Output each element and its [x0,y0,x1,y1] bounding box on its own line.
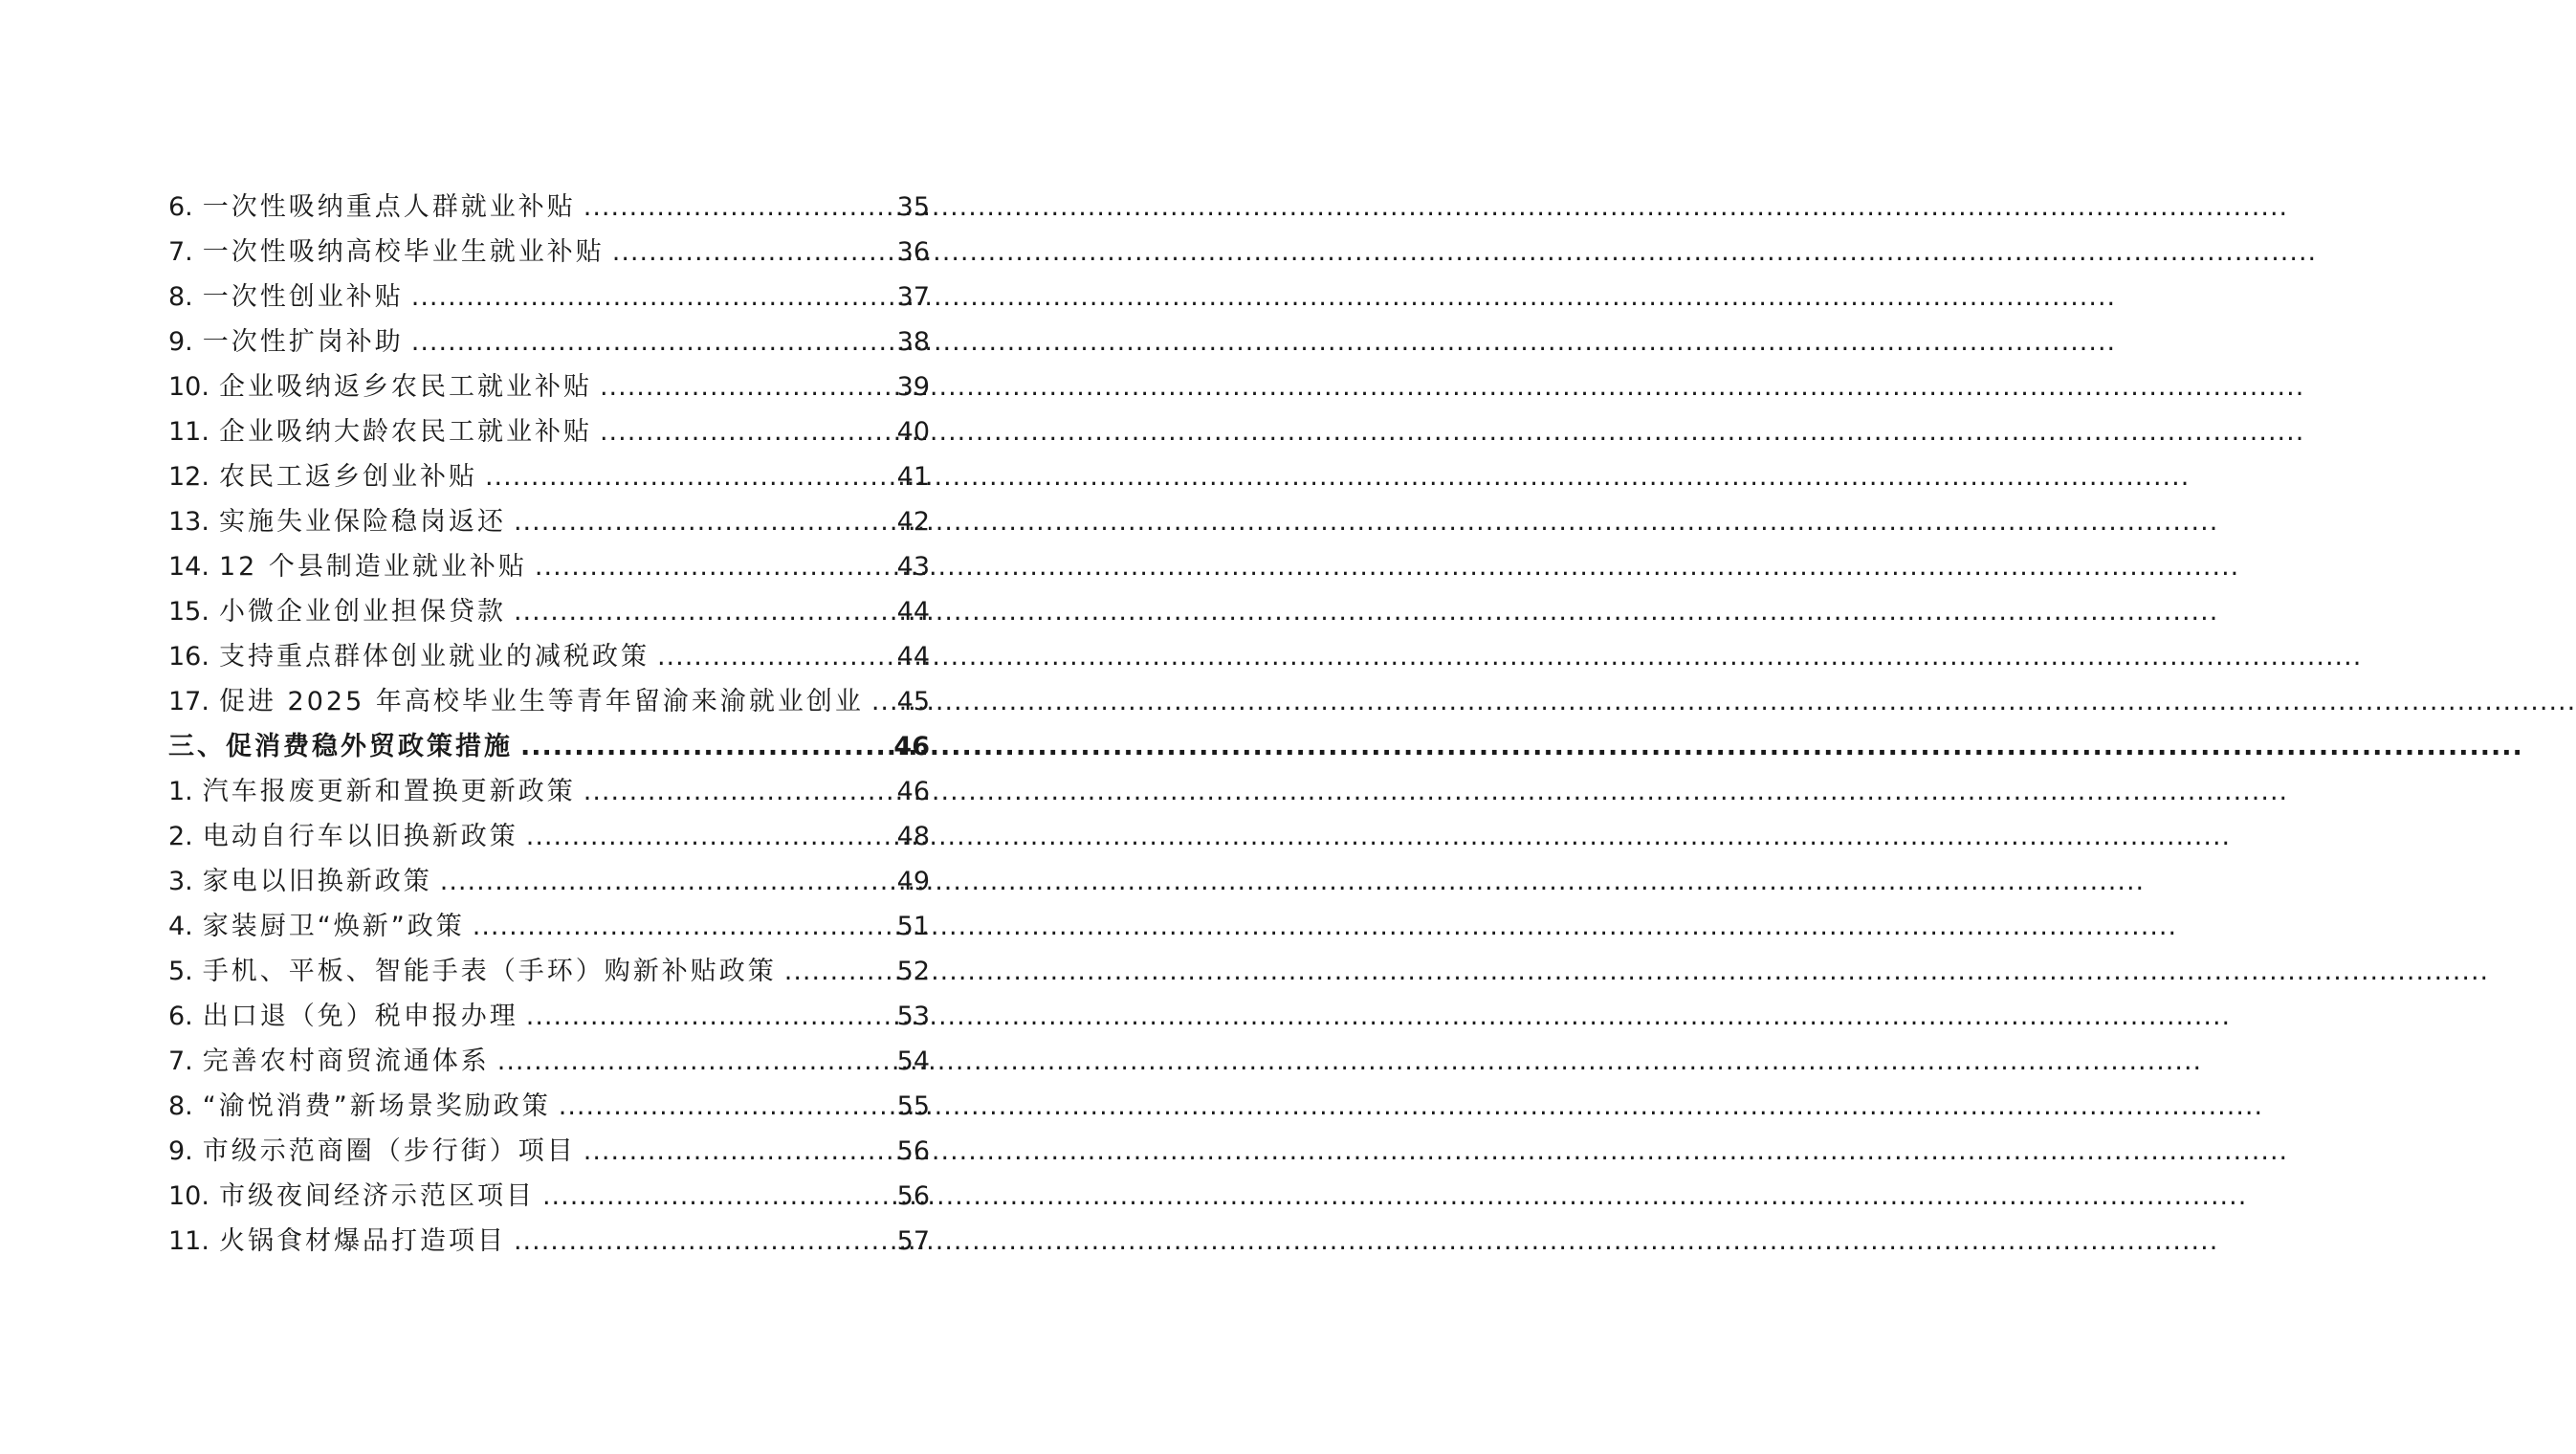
toc-entry-title: 促进 2025 年高校毕业生等青年留渝来渝就业创业 [218,687,864,716]
dot-leader [583,1129,893,1174]
toc-entry-title: 三、促消费稳外贸政策措施 [168,732,513,761]
toc-entry-title: 手机、平板、智能手表（手环）购新补贴政策 [202,957,777,986]
toc-entry-number: 8. [168,1091,193,1121]
toc-entry-page-number: 56 [896,1136,930,1166]
toc-entry-number: 14. [168,552,209,582]
toc-entry-number: 2. [168,822,193,851]
toc-entry-title: 完善农村商贸流通体系 [202,1046,490,1076]
toc-entry[interactable] [168,499,930,544]
dot-leader [411,319,893,364]
toc-entry-page-number: 57 [896,1226,930,1256]
dot-leader [535,544,893,589]
toc-entry-number: 3. [168,867,193,896]
toc-entry-title: “渝悦消费”新场景奖励政策 [202,1091,551,1121]
toc-entry-page-number: 56 [896,1181,930,1211]
dot-leader [583,185,893,230]
toc-entry-number: 13. [168,507,209,537]
toc-entry[interactable] [168,994,930,1039]
toc-entry-title: 一次性吸纳重点人群就业补贴 [202,192,576,222]
dot-leader [497,1039,893,1084]
toc-entry-page-number: 44 [896,597,930,627]
toc-entry-number: 17. [168,687,209,716]
toc-entry-page-number: 42 [896,507,930,537]
toc-entry-title: 小微企业创业担保贷款 [218,597,506,627]
toc-entry-page-number: 53 [896,1002,930,1031]
table-of-contents [168,185,930,1264]
dot-leader [526,994,893,1039]
toc-entry-number: 5. [168,957,193,986]
toc-entry-number: 12. [168,462,209,492]
toc-entry-page-number: 46 [893,732,930,761]
toc-entry-number: 7. [168,1046,193,1076]
dot-leader [485,454,893,499]
toc-entry-title: 电动自行车以旧换新政策 [202,822,518,851]
toc-entry-number: 15. [168,597,209,627]
toc-entry[interactable] [168,1174,930,1219]
toc-entry-title: 一次性吸纳高校毕业生就业补贴 [202,237,605,267]
toc-entry-title: 市级示范商圈（步行街）项目 [202,1136,576,1166]
toc-entry-page-number: 51 [896,912,930,941]
dot-leader [514,1219,893,1264]
toc-entry-page-number: 35 [896,192,930,222]
toc-entry-title: 家电以旧换新政策 [202,867,432,896]
toc-entry-number: 11. [168,1226,209,1256]
toc-entry-page-number: 46 [896,777,930,806]
toc-entry-title: 企业吸纳大龄农民工就业补贴 [218,417,592,447]
toc-entry-number: 1. [168,777,193,806]
toc-entry[interactable] [168,185,930,230]
toc-entry-page-number: 39 [896,372,930,402]
toc-entry-number: 10. [168,372,209,402]
toc-entry[interactable] [168,904,930,949]
toc-entry[interactable] [168,679,930,724]
toc-entry-title: 出口退（免）税申报办理 [202,1002,518,1031]
toc-entry-page-number: 38 [896,327,930,357]
toc-entry-number: 4. [168,912,193,941]
dot-leader [871,679,893,724]
toc-entry-title: 一次性扩岗补助 [202,327,404,357]
toc-entry-number: 11. [168,417,209,447]
toc-entry-page-number: 41 [896,462,930,492]
toc-entry[interactable] [168,1039,930,1084]
toc-entry[interactable] [168,544,930,589]
toc-entry-number: 7. [168,237,193,267]
dot-leader [520,724,890,769]
toc-entry-page-number: 43 [896,552,930,582]
dot-leader [784,949,893,994]
dot-leader [440,859,893,904]
toc-entry-number: 9. [168,327,193,357]
toc-entry-title: 汽车报废更新和置换更新政策 [202,777,576,806]
toc-entry-page-number: 40 [896,417,930,447]
dot-leader [657,634,893,679]
toc-entry[interactable] [168,230,930,275]
toc-entry[interactable] [168,589,930,634]
toc-entry[interactable] [168,1129,930,1174]
toc-entry-number: 10. [168,1181,209,1211]
toc-entry[interactable] [168,859,930,904]
toc-entry-title: 支持重点群体创业就业的减税政策 [218,642,650,672]
toc-entry[interactable] [168,769,930,814]
dot-leader [526,814,893,859]
toc-entry-number: 9. [168,1136,193,1166]
dot-leader [600,409,893,454]
toc-entry-number: 6. [168,192,193,222]
toc-entry[interactable] [168,454,930,499]
toc-entry-title: 火锅食材爆品打造项目 [218,1226,506,1256]
dot-leader [542,1174,893,1219]
dot-leader [600,364,893,409]
toc-entry[interactable] [168,949,930,994]
toc-entry[interactable] [168,319,930,364]
toc-entry[interactable] [168,409,930,454]
toc-entry-page-number: 54 [896,1046,930,1076]
toc-entry[interactable] [168,1084,930,1129]
toc-entry-page-number: 44 [896,642,930,672]
dot-leader [612,230,893,275]
toc-entry-title: 农民工返乡创业补贴 [218,462,477,492]
toc-entry-title: 12 个县制造业就业补贴 [218,552,527,582]
toc-entry[interactable] [168,275,930,319]
toc-entry-title: 一次性创业补贴 [202,282,404,312]
dot-leader [411,275,893,319]
dot-leader [473,904,893,949]
toc-entry-number: 8. [168,282,193,312]
toc-entry[interactable] [168,364,930,409]
toc-entry[interactable] [168,634,930,679]
toc-entry-page-number: 49 [896,867,930,896]
toc-entry-page-number: 52 [896,957,930,986]
toc-entry-title: 家装厨卫“焕新”政策 [202,912,465,941]
toc-entry[interactable] [168,814,930,859]
dot-leader [514,499,893,544]
toc-entry-title: 市级夜间经济示范区项目 [218,1181,535,1211]
toc-entry-page-number: 37 [896,282,930,312]
dot-leader [514,589,893,634]
toc-entry-title: 实施失业保险稳岗返还 [218,507,506,537]
toc-entry-number: 16. [168,642,209,672]
dot-leader [583,769,893,814]
toc-section-heading[interactable] [168,724,930,769]
toc-entry-page-number: 45 [896,687,930,716]
toc-entry-page-number: 55 [896,1091,930,1121]
toc-entry-page-number: 48 [896,822,930,851]
toc-entry[interactable] [168,1219,930,1264]
toc-entry-title: 企业吸纳返乡农民工就业补贴 [218,372,592,402]
toc-entry-page-number: 36 [896,237,930,267]
dot-leader [559,1084,893,1129]
toc-entry-number: 6. [168,1002,193,1031]
